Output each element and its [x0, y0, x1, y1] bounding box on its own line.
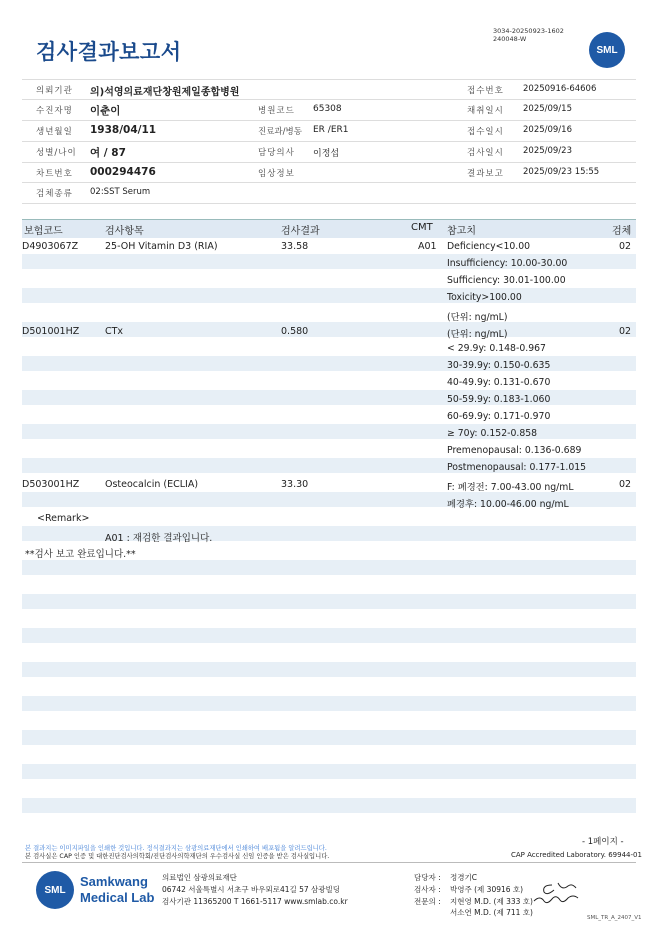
receipt-number: 20250916-64606 [523, 84, 597, 94]
receipt-date: 2025/09/16 [523, 125, 572, 135]
staff-label-specialist: 전문의 : [414, 897, 441, 906]
label-requesting-org: 의뢰기관 [36, 86, 73, 96]
staff-tester: 박영주 (제 30916 호) [450, 885, 524, 894]
staff-label-tester: 검사자 : [414, 885, 441, 894]
label-collection-date: 채취일시 [467, 106, 504, 116]
staff-specialist-2: 서소연 M.D. (제 711 호) [450, 908, 533, 917]
remark-label: <Remark> [37, 513, 90, 524]
col-result: 검사결과 [281, 226, 320, 237]
row1-ref-3: Sufficiency: 30.01-100.00 [447, 275, 566, 286]
divider [22, 120, 636, 121]
row1-item: 25-OH Vitamin D3 (RIA) [105, 241, 218, 252]
divider [22, 162, 636, 163]
row1-ref-2: Insufficiency: 10.00-30.00 [447, 258, 568, 269]
specimen-type: 02:SST Serum [90, 187, 151, 197]
remark-note: A01 : 재검한 결과입니다. [105, 533, 213, 544]
brand-name [80, 874, 154, 906]
row-stripe [22, 764, 636, 779]
row1-ref-5: (단위: ng/mL) [447, 312, 508, 323]
row-stripe [22, 424, 636, 439]
col-specimen: 검체 [612, 226, 632, 237]
divider [22, 99, 636, 100]
label-doctor: 담당의사 [258, 148, 295, 158]
document-id [493, 27, 564, 43]
divider [22, 141, 636, 142]
row3-item: Osteocalcin (ECLIA) [105, 479, 199, 490]
label-birth-date: 생년월일 [36, 127, 73, 137]
row2-code: D501001HZ [22, 326, 80, 337]
row2-ref-6: 60-69.9y: 0.171-0.970 [447, 411, 551, 422]
org-info: 검사기관 11365200 T 1661-5117 www.smlab.co.kr [162, 897, 348, 906]
patient-name: 이춘이 [90, 105, 121, 117]
org-name: 의료법인 삼광의료재단 [162, 873, 237, 882]
row2-ref-5: 50-59.9y: 0.183-1.060 [447, 394, 551, 405]
row2-ref-9: Postmenopausal: 0.177-1.015 [447, 462, 587, 473]
row-stripe [22, 730, 636, 745]
row1-ref-4: Toxicity>100.00 [447, 292, 522, 303]
document-id-line1: 3034-20250923-1602 [493, 27, 564, 35]
row2-ref-4: 40-49.9y: 0.131-0.670 [447, 377, 551, 388]
label-department: 진료과/병동 [258, 127, 302, 137]
label-hospital-code: 병원코드 [258, 106, 295, 116]
accreditation-notice: 본 검사실은 CAP 인증 및 대한진단검사의학회/진단검사의학재단의 우수검사실 신임 인증을 받은 검사실입니다. [25, 853, 330, 860]
label-test-date: 검사일시 [467, 148, 504, 158]
org-address: 06742 서울특별시 서초구 바우뫼로41길 57 삼광빌딩 [162, 885, 341, 894]
label-receipt-number: 접수번호 [467, 86, 504, 96]
label-specimen-type: 검체종류 [36, 189, 73, 199]
row3-specimen: 02 [619, 479, 632, 490]
label-patient-name: 수진자명 [36, 106, 73, 116]
sml-logo: SML [589, 32, 625, 68]
row-stripe [22, 798, 636, 813]
row2-ref-8: Premenopausal: 0.136-0.689 [447, 445, 582, 456]
row1-cmt: A01 [418, 241, 437, 252]
staff-specialist-1: 지현영 M.D. (제 333 호) [450, 897, 533, 906]
hospital-code: 65308 [313, 104, 342, 114]
col-reference: 참고치 [447, 226, 476, 237]
label-clinical-info: 임상정보 [258, 169, 295, 179]
image-print-notice: 본 결과지는 이미지파일을 인쇄한 것입니다. 정식결과지는 삼광의료재단에서 인쇄하여 배포됨을 알려드립니다. [25, 845, 327, 852]
staff-label-manager: 담당자 : [414, 873, 441, 882]
row2-specimen: 02 [619, 326, 632, 337]
form-code: SML_TR_A_2407_V1 [587, 915, 642, 921]
brand-line2: Medical Lab [80, 890, 155, 905]
row-stripe [22, 662, 636, 677]
brand-line1: Samkwang [80, 874, 148, 889]
row1-specimen: 02 [619, 241, 632, 252]
row2-ref-3: 30-39.9y: 0.150-0.635 [447, 360, 551, 371]
divider [22, 182, 636, 183]
label-chart-number: 차트번호 [36, 169, 73, 179]
sex-age: 여 / 87 [90, 147, 126, 159]
row2-ref-7: ≥ 70y: 0.152-0.858 [447, 428, 538, 439]
label-sex-age: 성별/나이 [36, 148, 77, 158]
row1-ref-1: Deficiency<10.00 [447, 241, 531, 252]
doctor: 이정섭 [313, 149, 340, 159]
row-stripe [22, 696, 636, 711]
col-test-item: 검사항목 [105, 226, 144, 237]
row2-result: 0.580 [281, 326, 309, 337]
row3-ref-1: F: 폐경전: 7.00-43.00 ng/mL [447, 482, 574, 493]
row1-code: D4903067Z [22, 241, 79, 252]
label-report-date: 결과보고 [467, 169, 504, 179]
page-title: 검사결과보고서 [36, 40, 182, 64]
row2-ref-2: < 29.9y: 0.148-0.967 [447, 343, 546, 354]
document-id-line2: 240048-W [493, 35, 527, 43]
page-number: - 1페이지 - [582, 837, 624, 847]
sml-footer-logo: SML [36, 871, 74, 909]
collection-date: 2025/09/15 [523, 104, 572, 114]
report-complete-note: **검사 보고 완료입니다.** [25, 549, 136, 560]
row-stripe [22, 560, 636, 575]
test-date: 2025/09/23 [523, 146, 572, 156]
row-stripe [22, 628, 636, 643]
row2-item: CTx [105, 326, 124, 337]
signature [530, 875, 590, 911]
department: ER /ER1 [313, 125, 349, 135]
row3-result: 33.30 [281, 479, 309, 490]
staff-manager: 정경기C [450, 873, 477, 882]
col-cmt: CMT [411, 222, 433, 233]
row3-ref-2: 폐경후: 10.00-46.00 ng/mL [447, 499, 569, 510]
cap-accreditation: CAP Accredited Laboratory. 69944-01 [511, 851, 642, 859]
divider [22, 203, 636, 204]
divider [22, 79, 636, 80]
row-stripe [22, 288, 636, 303]
row1-result: 33.58 [281, 241, 309, 252]
report-date: 2025/09/23 15:55 [523, 167, 600, 177]
divider [22, 862, 636, 863]
row3-code: D503001HZ [22, 479, 80, 490]
label-receipt-date: 접수일시 [467, 127, 504, 137]
requesting-org: 의)석영의료재단창원제일종합병원 [90, 87, 240, 98]
col-insurance-code: 보험코드 [24, 226, 63, 237]
chart-number: 000294476 [90, 166, 156, 178]
birth-date: 1938/04/11 [90, 124, 157, 136]
row-stripe [22, 594, 636, 609]
row2-ref-1: (단위: ng/mL) [447, 329, 508, 340]
